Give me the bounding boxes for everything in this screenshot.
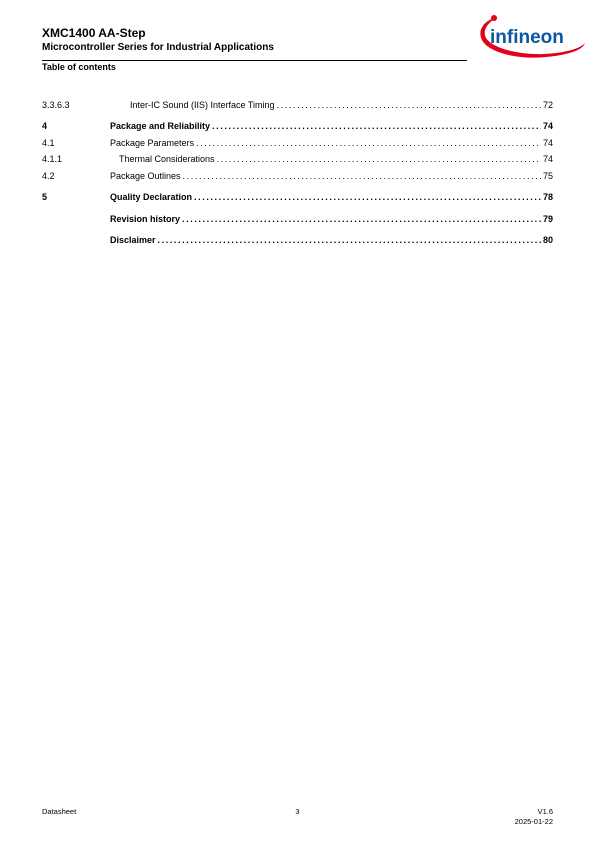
toc-entry-number: 4.1	[42, 138, 55, 148]
toc-leader-dots	[182, 213, 541, 225]
toc-entry-number: 5	[42, 192, 48, 202]
toc-entry[interactable]	[42, 191, 553, 203]
footer-doc-type: Datasheet	[42, 807, 77, 816]
toc-entry-title[interactable]: Quality Declaration	[110, 192, 193, 202]
toc-leader-dots	[158, 234, 541, 246]
toc-entry-number: 3.3.6.3	[42, 100, 70, 110]
section-title: Table of contents	[42, 62, 116, 72]
toc-entry-number: 4	[42, 121, 48, 131]
toc-leader-dots	[217, 153, 541, 165]
toc-entry-title[interactable]: Package Outlines	[110, 171, 181, 181]
toc-entry-page[interactable]: 80	[542, 235, 553, 245]
toc-entry-title[interactable]: Revision history	[110, 214, 181, 224]
toc-entry-title[interactable]: Thermal Considerations	[119, 154, 215, 164]
toc-entry-page[interactable]: 75	[542, 171, 553, 181]
footer-page-number: 3	[295, 807, 300, 816]
toc-entry[interactable]	[42, 120, 553, 132]
document-title: XMC1400 AA-Step	[42, 26, 146, 40]
footer-version-block	[515, 807, 553, 827]
footer-date: 2025-01-22	[514, 817, 553, 826]
toc-leader-dots	[194, 191, 541, 203]
toc-entry-title[interactable]: Package Parameters	[110, 138, 195, 148]
toc-leader-dots	[212, 120, 541, 132]
toc-entry-number: 4.1.1	[42, 154, 63, 164]
toc-entry-title[interactable]: Disclaimer	[110, 235, 156, 245]
toc-leader-dots	[183, 170, 541, 182]
toc-entry[interactable]	[42, 99, 553, 111]
toc-entry-page[interactable]: 79	[542, 214, 553, 224]
toc-entry[interactable]	[42, 213, 553, 225]
toc-entry[interactable]	[42, 153, 553, 165]
toc-entry-title[interactable]: Inter-IC Sound (IIS) Interface Timing	[130, 100, 275, 110]
footer-version: V1.6	[537, 807, 553, 816]
toc-entry[interactable]	[42, 170, 553, 182]
page-header	[42, 26, 467, 54]
toc-leader-dots	[277, 99, 541, 111]
header-divider	[42, 60, 467, 61]
toc-entry-page[interactable]: 74	[542, 138, 553, 148]
toc-entry-page[interactable]: 74	[542, 154, 553, 164]
toc-entry[interactable]	[42, 234, 553, 246]
logo-wordmark: infineon	[490, 27, 564, 48]
logo-dot	[491, 15, 497, 21]
toc-entry[interactable]	[42, 137, 553, 149]
infineon-logo	[476, 10, 588, 62]
document-subtitle: Microcontroller Series for Industrial Applications	[42, 42, 274, 53]
toc-entry-page[interactable]: 72	[542, 100, 553, 110]
toc-entry-number: 4.2	[42, 171, 55, 181]
toc-entry-page[interactable]: 78	[542, 192, 553, 202]
toc-entry-title[interactable]: Package and Reliability	[110, 121, 211, 131]
toc-leader-dots	[196, 137, 541, 149]
toc-entry-page[interactable]: 74	[542, 121, 553, 131]
